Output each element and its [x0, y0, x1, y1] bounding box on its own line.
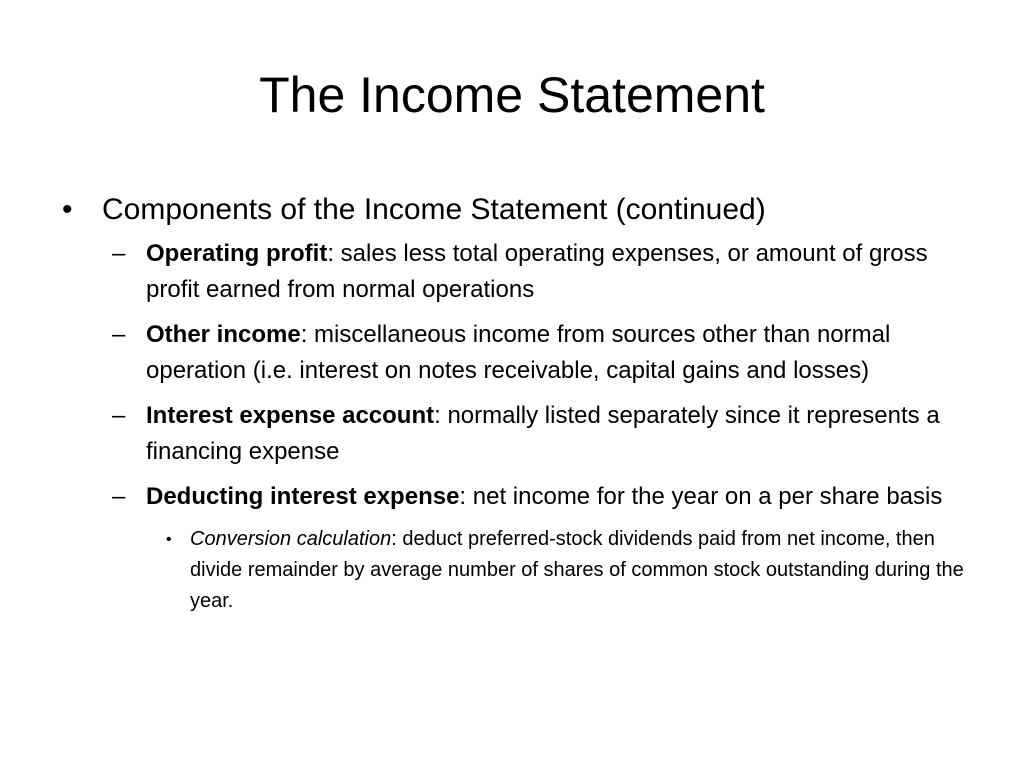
- dash-icon: –: [112, 240, 126, 267]
- bullet-icon: •: [62, 193, 73, 226]
- term-label: Deducting interest expense: [146, 483, 460, 510]
- sub-bullet-deducting-interest-expense: [60, 479, 970, 515]
- term-description: : miscellaneous income from sources other than normal operation (i.e. interest on notes receivable, capital gains and losses): [146, 321, 891, 384]
- dash-icon: –: [112, 483, 126, 510]
- bullet-text: Components of the Income Statement (continued): [102, 193, 766, 226]
- dash-icon: –: [112, 321, 126, 348]
- sub-sub-bullet-conversion-calculation: [60, 524, 970, 617]
- term-label: Operating profit: [146, 240, 328, 267]
- bullet-icon: •: [166, 531, 172, 548]
- term-label: Interest expense account: [146, 402, 435, 429]
- sub-bullet-interest-expense-account: [60, 398, 970, 470]
- slide-title: The Income Statement: [259, 67, 765, 123]
- sub-bullet-other-income: [60, 317, 970, 389]
- term-description: : net income for the year on a per share basis: [459, 483, 943, 510]
- bullet-level1: [60, 188, 970, 232]
- slide-body: [60, 188, 970, 617]
- term-label: Other income: [146, 321, 301, 348]
- sub-bullet-operating-profit: [60, 236, 970, 308]
- dash-icon: –: [112, 402, 126, 429]
- term-label: Conversion calculation: [190, 528, 392, 550]
- term-description: : sales less total operating expenses, or amount of gross profit earned from normal operations: [146, 240, 928, 303]
- term-description: : normally listed separately since it represents a financing expense: [146, 402, 940, 465]
- term-description: : deduct preferred-stock dividends paid from net income, then divide remainder by average number of shares of common stock outstanding during the year.: [190, 528, 964, 612]
